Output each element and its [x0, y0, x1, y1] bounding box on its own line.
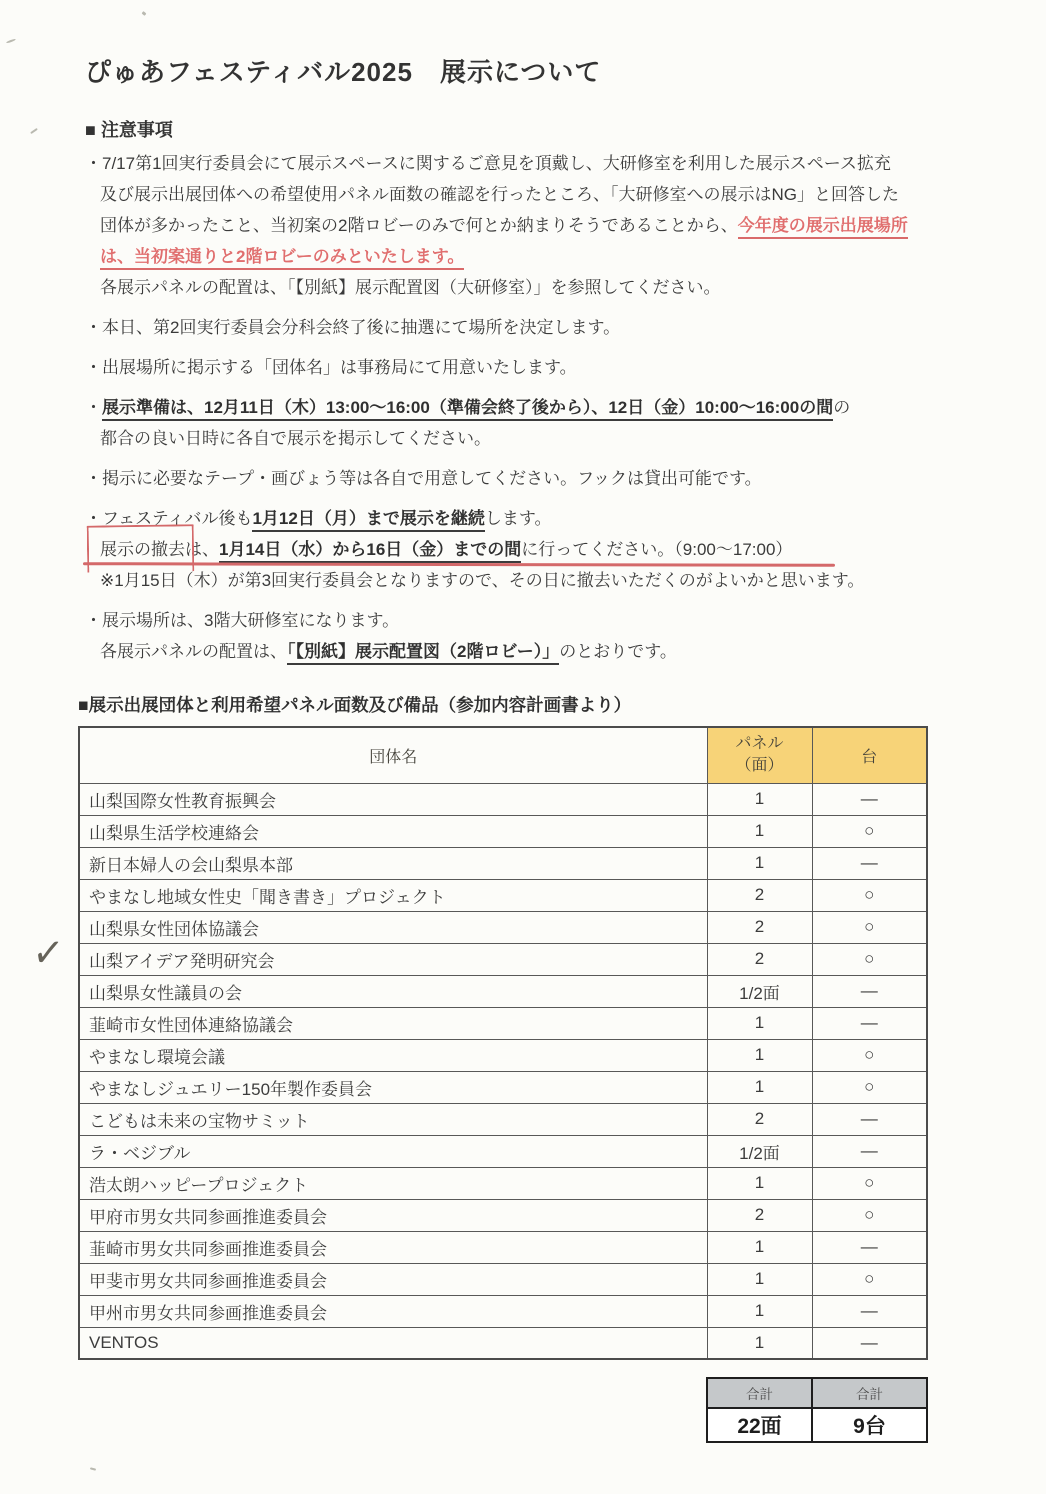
- stand-cell: —: [812, 1007, 927, 1039]
- note-line: [85, 565, 986, 596]
- org-name-cell: [79, 1199, 707, 1231]
- text-segment: 各展示パネルの配置は、: [100, 642, 287, 661]
- table-row: [79, 1327, 927, 1359]
- stand-cell: ○: [812, 879, 927, 911]
- org-name: 韮崎市男女共同参画推進委員会: [89, 1239, 327, 1259]
- org-name: 山梨国際女性教育振興会: [89, 791, 276, 811]
- stand-cell: ○: [812, 943, 927, 975]
- note-line: [85, 636, 986, 667]
- note-line: [85, 272, 986, 303]
- note-paragraph: [85, 463, 986, 494]
- panel-count-cell: 1: [707, 1039, 812, 1071]
- table-row: [79, 1007, 927, 1039]
- column-header-group-name: 団体名: [79, 727, 707, 783]
- text-segment: ※1月15日（木）が第3回実行委員会となりますので、その日に撤去いただくのがよいかと思います。: [100, 571, 865, 590]
- org-name-cell: [79, 1327, 707, 1359]
- text-segment: 都合の良い日時に各自で展示を掲示してください。: [100, 429, 491, 448]
- table-row: [79, 1231, 927, 1263]
- red-emphasis-text: は、当初案通りと2階ロビーのみといたします。: [100, 247, 464, 270]
- stand-cell: ○: [812, 911, 927, 943]
- panel-count-cell: 1/2面: [707, 1135, 812, 1167]
- panel-count-cell: 1: [707, 1167, 812, 1199]
- org-name-cell: [79, 1231, 707, 1263]
- org-name: 甲斐市男女共同参画推進委員会: [89, 1271, 327, 1291]
- org-name-cell: [79, 975, 707, 1007]
- org-name-cell: [79, 783, 707, 815]
- panel-count-cell: 2: [707, 943, 812, 975]
- note-paragraph: [85, 352, 986, 383]
- red-emphasis-text: 今年度の展示出展場所: [738, 216, 908, 239]
- panel-count-cell: 1: [707, 815, 812, 847]
- panel-count-cell: 1: [707, 847, 812, 879]
- org-name: やまなし地域女性史「聞き書き」プロジェクト: [89, 887, 446, 907]
- stand-total-value: 9台: [812, 1408, 927, 1442]
- table-row: [79, 1199, 927, 1231]
- stand-cell: —: [812, 783, 927, 815]
- text-segment: 各展示パネルの配置は、「【別紙】展示配置図（大研修室）」を参照してください。: [100, 278, 721, 297]
- note-paragraph: [85, 605, 986, 667]
- org-name-cell: [79, 911, 707, 943]
- org-name: やまなしジュエリー150年製作委員会: [89, 1079, 373, 1099]
- panel-count-cell: 2: [707, 1103, 812, 1135]
- panel-count-cell: 1: [707, 1231, 812, 1263]
- table-row: [79, 783, 927, 815]
- table-row: [79, 1263, 927, 1295]
- org-name-cell: [79, 879, 707, 911]
- org-name: やまなし環境会議: [89, 1047, 225, 1067]
- text-segment: ・本日、第2回実行委員会分科会終了後に抽選にて場所を決定します。: [85, 318, 621, 337]
- scan-artifact: [90, 1467, 96, 1470]
- text-segment: 及び展示出展団体への希望使用パネル面数の確認を行ったところ、「大研修室への展示はNG」と回答した: [100, 185, 899, 204]
- table-row: [79, 847, 927, 879]
- panel-count-cell: 2: [707, 1199, 812, 1231]
- text-segment: ・フェスティバル後も: [85, 509, 253, 528]
- bold-underlined-text: 「【別紙】展示配置図（2階ロビー）」: [287, 642, 559, 665]
- notes-section-heading: ■ 注意事項: [85, 120, 173, 140]
- column-header-panel: [707, 727, 812, 783]
- table-row: [79, 1135, 927, 1167]
- org-name-cell: [79, 1007, 707, 1039]
- table-row: [79, 1167, 927, 1199]
- org-name-cell: [79, 815, 707, 847]
- red-boxed-text: 展示の撤去: [100, 534, 185, 565]
- stand-cell: —: [812, 1327, 927, 1359]
- text-segment: に行ってください。（9:00～17:00）: [521, 540, 793, 559]
- org-name: 新日本婦人の会山梨県本部: [89, 855, 293, 875]
- note-line: [85, 210, 986, 241]
- text-segment: は、: [185, 540, 219, 559]
- stand-cell: —: [812, 1295, 927, 1327]
- text-segment: のとおりです。: [559, 642, 677, 661]
- stand-cell: ○: [812, 1071, 927, 1103]
- stand-cell: ○: [812, 1199, 927, 1231]
- table-row: [79, 975, 927, 1007]
- note-line: [85, 148, 986, 179]
- panel-count-cell: 1: [707, 783, 812, 815]
- table-row: [79, 943, 927, 975]
- text-segment: ・: [85, 398, 102, 417]
- stand-cell: —: [812, 847, 927, 879]
- table-row: [79, 879, 927, 911]
- scan-artifact: [6, 38, 16, 43]
- panel-count-cell: 1: [707, 1295, 812, 1327]
- totals-table: [706, 1377, 928, 1443]
- panel-count-cell: 2: [707, 879, 812, 911]
- text-segment: します。: [484, 509, 552, 528]
- table-row: [79, 1295, 927, 1327]
- text-segment: ・出展場所に掲示する「団体名」は事務局にて用意いたします。: [85, 358, 577, 377]
- stand-total-label: 合計: [812, 1378, 927, 1408]
- table-row: [79, 911, 927, 943]
- text-segment: ・7/17第1回実行委員会にて展示スペースに関するご意見を頂戴し、大研修室を利用した展示スペース拡充: [85, 154, 891, 173]
- panel-total-label: 合計: [707, 1378, 812, 1408]
- note-paragraph: [85, 392, 986, 454]
- note-line: [85, 392, 986, 423]
- totals-label-row: [707, 1378, 927, 1408]
- note-line: [85, 605, 986, 636]
- stand-cell: —: [812, 1135, 927, 1167]
- panel-count-cell: 1: [707, 1263, 812, 1295]
- text-segment: ・展示場所は、3階大研修室になります。: [85, 611, 400, 630]
- panel-count-cell: 2: [707, 911, 812, 943]
- table-row: [79, 1039, 927, 1071]
- note-line: [85, 463, 986, 494]
- bold-underlined-text: 1月12日（月）まで展示を継続: [252, 509, 484, 532]
- note-line: [85, 423, 986, 454]
- exhibitor-table: [30, 726, 928, 1360]
- panel-count-cell: 1: [707, 1327, 812, 1359]
- org-table-body: [30, 783, 927, 1359]
- stand-cell: —: [812, 1103, 927, 1135]
- org-name: 韮崎市女性団体連絡協議会: [89, 1015, 293, 1035]
- text-segment: 団体が多かったこと、当初案の2階ロビーのみで何とか納まりそうであることから、: [100, 216, 738, 235]
- org-name-cell: [79, 1103, 707, 1135]
- note-paragraph: [85, 503, 986, 596]
- panel-count-cell: 1/2面: [707, 975, 812, 1007]
- note-line: [85, 312, 986, 343]
- org-name-cell: [79, 1071, 707, 1103]
- stand-cell: ○: [812, 1039, 927, 1071]
- org-name: こどもは未来の宝物サミット: [89, 1111, 310, 1131]
- stand-cell: —: [812, 975, 927, 1007]
- bold-underlined-text: 展示準備は、12月11日（木）13:00～16:00（準備会終了後から）、12日（金）10:00～16:00の間: [102, 398, 833, 421]
- stand-cell: —: [812, 1231, 927, 1263]
- org-name-cell: [79, 1167, 707, 1199]
- stand-cell: ○: [812, 1263, 927, 1295]
- handwritten-checkmark: ✓: [30, 926, 66, 977]
- org-name-cell: [79, 847, 707, 879]
- org-name-cell: [79, 1135, 707, 1167]
- org-name: 山梨県女性議員の会: [89, 983, 242, 1003]
- org-name: 山梨県女性団体協議会: [89, 919, 259, 939]
- totals-value-row: [707, 1408, 927, 1442]
- note-line: [85, 503, 986, 534]
- page-title: ぴゅあフェスティバル2025 展示について: [85, 57, 602, 87]
- column-header-stand: 台: [812, 727, 927, 783]
- note-paragraph: [85, 312, 986, 343]
- note-line: [85, 352, 986, 383]
- org-name: ラ・ベジブル: [89, 1143, 191, 1163]
- note-line: [85, 241, 986, 272]
- stand-cell: ○: [812, 815, 927, 847]
- text-segment: の: [833, 398, 851, 417]
- scan-artifact: [30, 128, 38, 134]
- table-row: [79, 1071, 927, 1103]
- column-header-panel-line1: パネル: [735, 735, 784, 753]
- panel-count-cell: 1: [707, 1071, 812, 1103]
- bold-underlined-text: 1月14日（水）から16日（金）までの間: [219, 540, 521, 563]
- table-row: [79, 815, 927, 847]
- org-name: 浩太朗ハッピープロジェクト: [89, 1175, 309, 1195]
- org-name: 甲州市男女共同参画推進委員会: [89, 1303, 327, 1323]
- panel-count-cell: 1: [707, 1007, 812, 1039]
- note-line: [85, 179, 986, 210]
- notes-list: [85, 148, 986, 667]
- table-section-heading: ■展示出展団体と利用希望パネル面数及び備品（参加内容計画書より）: [78, 695, 632, 715]
- org-name-cell: [79, 1295, 707, 1327]
- column-header-panel-line2: （面）: [735, 757, 784, 775]
- table-header-row: [79, 727, 927, 783]
- org-name: 山梨アイデア発明研究会: [89, 951, 275, 971]
- stand-cell: ○: [812, 1167, 927, 1199]
- org-name-cell: [79, 1039, 707, 1071]
- note-line-red-underlined: [85, 534, 986, 565]
- scan-artifact: [142, 11, 147, 16]
- org-name: 甲府市男女共同参画推進委員会: [89, 1207, 327, 1227]
- table-row: [79, 1103, 927, 1135]
- text-segment: ・掲示に必要なテープ・画びょう等は各自で用意してください。フックは貸出可能です。: [85, 469, 762, 488]
- org-name-cell: [79, 1263, 707, 1295]
- org-name: 山梨県生活学校連絡会: [89, 823, 259, 843]
- panel-total-value: 22面: [707, 1408, 812, 1442]
- note-paragraph: [85, 148, 986, 303]
- org-name: VENTOS: [89, 1332, 159, 1352]
